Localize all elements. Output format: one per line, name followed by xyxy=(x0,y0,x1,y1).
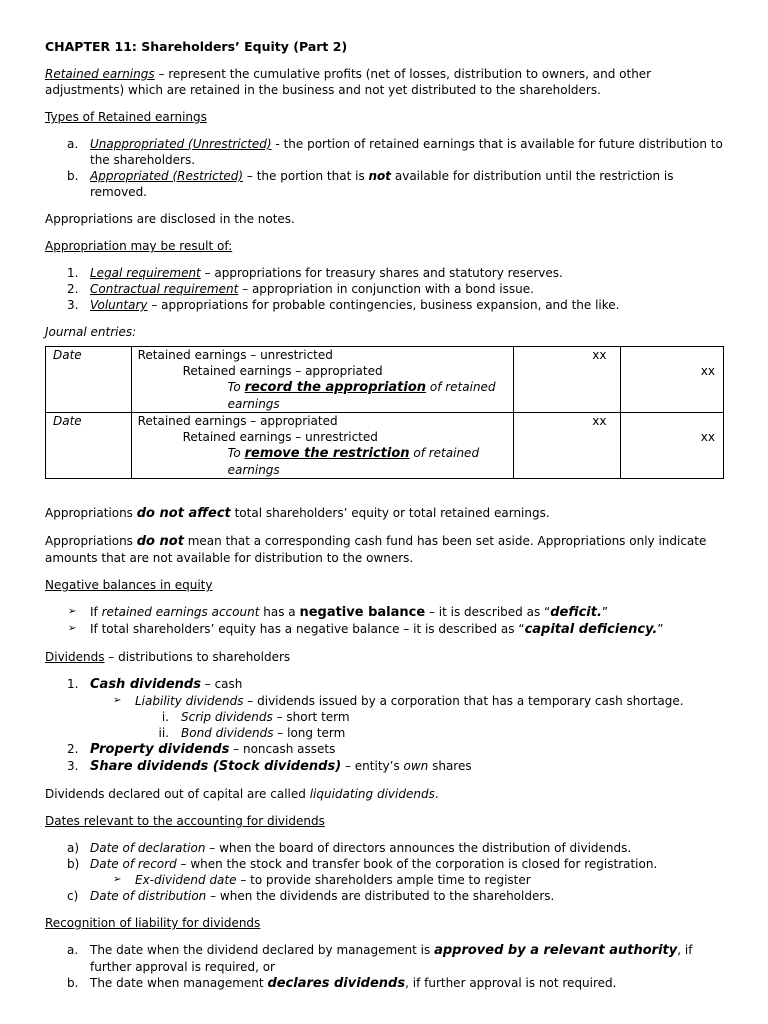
dividends-definition: Dividends – distributions to shareholders xyxy=(45,650,291,664)
dates-list-cont xyxy=(45,888,725,904)
arrow-bullet-icon: ➢ xyxy=(68,623,77,634)
dates-sublist xyxy=(45,872,725,888)
effect-paragraph-2: Appropriations do not mean that a corresponding cash fund has been set aside. Appropriations only indicate amounts that are not available for distribution to the owners. xyxy=(45,534,707,565)
table-row xyxy=(46,413,724,479)
list-item: 2. Property dividends – noncash assets xyxy=(67,742,336,757)
list-item: ➢ Ex-dividend date – to provide shareholders ample time to register xyxy=(113,873,531,887)
list-item: ii. Bond dividends – long term xyxy=(158,726,346,740)
types-list xyxy=(45,136,725,200)
credit-cell: xx xyxy=(621,347,724,413)
list-item: 3. Share dividends (Stock dividends) – entity’s own shares xyxy=(67,759,472,774)
recognition-heading: Recognition of liability for dividends xyxy=(45,916,261,930)
dates-heading: Dates relevant to the accounting for dividends xyxy=(45,814,325,828)
dividends-list xyxy=(45,676,725,693)
dividends-sublist xyxy=(45,693,725,709)
date-cell: Date xyxy=(46,413,132,479)
appropriations-note: Appropriations are disclosed in the notes. xyxy=(45,212,295,226)
dates-list xyxy=(45,840,725,872)
page-title: CHAPTER 11: Shareholders’ Equity (Part 2) xyxy=(45,39,348,54)
appropriation-heading: Appropriation may be result of: xyxy=(45,239,233,253)
list-item: ➢ If retained earnings account has a negative balance – it is described as “deficit.” xyxy=(68,605,609,620)
types-heading: Types of Retained earnings xyxy=(45,110,207,124)
list-item: ➢ If total shareholders’ equity has a negative balance – it is described as “capital deficiency.” xyxy=(68,622,664,637)
appropriation-list xyxy=(45,265,725,313)
list-item: c) Date of distribution – when the dividends are distributed to the shareholders. xyxy=(67,889,555,903)
effect-paragraph-1: Appropriations do not affect total shareholders’ equity or total retained earnings. xyxy=(45,506,550,521)
negative-balances-list xyxy=(45,604,725,638)
liability-sublist xyxy=(45,709,725,741)
arrow-bullet-icon: ➢ xyxy=(113,874,122,885)
document-page xyxy=(45,39,725,992)
account-cell: Retained earnings – appropriated Retained earnings – unrestricted To remove the restriction of retained earnings xyxy=(131,413,513,479)
arrow-bullet-icon: ➢ xyxy=(68,606,77,617)
retained-earnings-term: Retained earnings xyxy=(45,67,155,81)
list-item: a. Unappropriated (Unrestricted) - the portion of retained earnings that is available for future distribution to the shareholders. xyxy=(67,137,723,167)
list-item: ➢ Liability dividends – dividends issued by a corporation that has a temporary cash shortage. xyxy=(113,694,684,708)
list-item: 1. Legal requirement – appropriations for treasury shares and statutory reserves. xyxy=(67,266,563,280)
account-cell: Retained earnings – unrestricted Retained earnings – appropriated To record the appropriation of retained earnings xyxy=(131,347,513,413)
recognition-list xyxy=(45,942,725,992)
credit-cell: xx xyxy=(621,413,724,479)
list-item: b. Appropriated (Restricted) – the portion that is not available for distribution until the restriction is removed. xyxy=(67,169,674,199)
dividends-list-cont xyxy=(45,741,725,775)
list-item: b) Date of record – when the stock and transfer book of the corporation is closed for registration. xyxy=(67,857,658,871)
debit-cell: xx xyxy=(513,347,621,413)
list-item: a) Date of declaration – when the board of directors announces the distribution of dividends. xyxy=(67,841,632,855)
liquidating-paragraph: Dividends declared out of capital are called liquidating dividends. xyxy=(45,787,439,801)
list-item: 1. Cash dividends – cash xyxy=(67,677,243,692)
list-item: b. The date when management declares dividends, if further approval is not required. xyxy=(67,976,617,991)
journal-heading: Journal entries: xyxy=(45,325,137,339)
list-item: 2. Contractual requirement – appropriation in conjunction with a bond issue. xyxy=(67,282,534,296)
list-item: a. The date when the dividend declared by management is approved by a relevant authority, if further approval is required, or xyxy=(67,943,693,974)
debit-cell: xx xyxy=(513,413,621,479)
negative-balances-heading: Negative balances in equity xyxy=(45,578,213,592)
table-row xyxy=(46,347,724,413)
retained-earnings-definition: Retained earnings – represent the cumulative profits (net of losses, distribution to owners, and other adjustments) which are retained in the business and not yet distributed to the shareholders. xyxy=(45,67,652,97)
list-item: i. Scrip dividends – short term xyxy=(161,710,350,724)
list-item: 3. Voluntary – appropriations for probable contingencies, business expansion, and the like. xyxy=(67,298,620,312)
date-cell: Date xyxy=(46,347,132,413)
journal-entries-table xyxy=(45,346,724,479)
arrow-bullet-icon: ➢ xyxy=(113,695,122,706)
